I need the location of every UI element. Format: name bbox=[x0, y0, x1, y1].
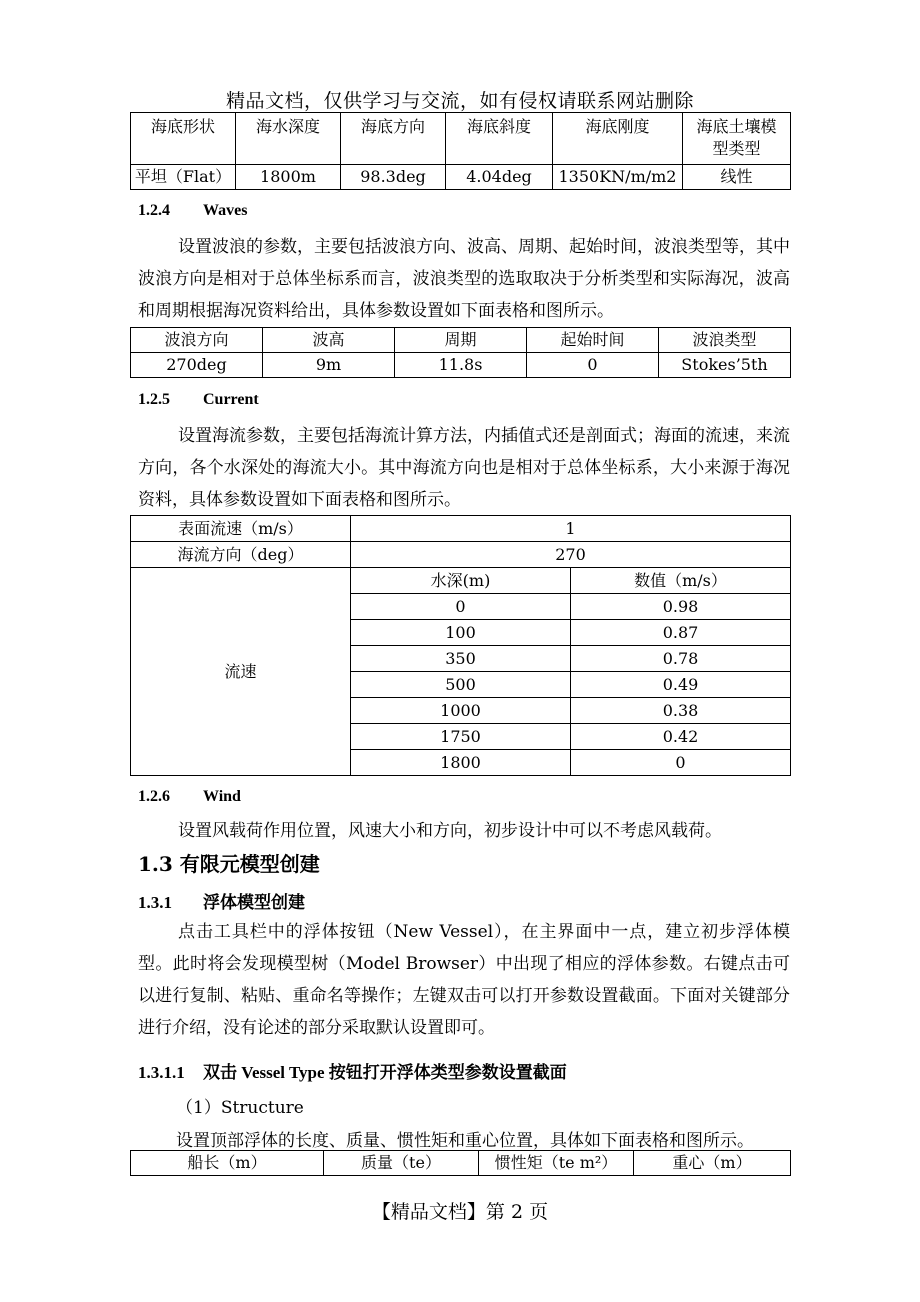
vessel-header-cell: 惯性矩（te m²） bbox=[479, 1151, 634, 1176]
depth-cell: 500 bbox=[351, 672, 571, 698]
wave-header-cell: 波浪类型 bbox=[659, 328, 791, 353]
current-direction-value: 270 bbox=[351, 542, 791, 568]
section-heading-wind bbox=[138, 788, 241, 806]
section-number: 1.2.6 bbox=[138, 788, 170, 805]
wave-table bbox=[130, 327, 791, 378]
vessel-header-cell: 船长（m） bbox=[131, 1151, 324, 1176]
speed-cell: 0.98 bbox=[571, 594, 791, 620]
current-table bbox=[130, 515, 791, 776]
section-title: 浮体模型创建 bbox=[203, 893, 305, 912]
seabed-value-cell: 4.04deg bbox=[446, 165, 553, 190]
structure-paragraph: 设置顶部浮体的长度、质量、惯性矩和重心位置，具体如下面表格和图所示。 bbox=[176, 1131, 754, 1151]
seabed-value-cell: 98.3deg bbox=[341, 165, 446, 190]
wave-value-cell: 270deg bbox=[131, 353, 263, 378]
wave-value-cell: 9m bbox=[263, 353, 395, 378]
seabed-header-cell: 海底方向 bbox=[341, 113, 446, 165]
speed-cell: 0.87 bbox=[571, 620, 791, 646]
current-direction-label: 海流方向（deg） bbox=[131, 542, 351, 568]
section-number: 1.2.5 bbox=[138, 391, 170, 408]
depth-cell: 1000 bbox=[351, 698, 571, 724]
wind-paragraph: 设置风载荷作用位置，风速大小和方向，初步设计中可以不考虑风载荷。 bbox=[178, 821, 722, 841]
wave-value-cell: Stokes’5th bbox=[659, 353, 791, 378]
seabed-value-cell: 1350KN/m/m2 bbox=[553, 165, 683, 190]
surface-speed-value: 1 bbox=[351, 516, 791, 542]
section-title: Wind bbox=[203, 788, 241, 805]
section-title: Current bbox=[203, 391, 259, 408]
section-heading-vessel bbox=[138, 888, 305, 913]
vessel-header-cell: 重心（m） bbox=[634, 1151, 791, 1176]
structure-label: （1）Structure bbox=[176, 1098, 304, 1118]
wave-header-cell: 波浪方向 bbox=[131, 328, 263, 353]
current-paragraph: 设置海流参数，主要包括海流计算方法，内插值式还是剖面式；海面的流速，来流方向，各个水深处的海流大小。其中海流方向也是相对于总体坐标系，大小来源于海况资料，具体参数设置如下面表格和图所示。 bbox=[138, 426, 790, 510]
depth-header: 水深(m) bbox=[351, 568, 571, 594]
vessel-table bbox=[130, 1150, 791, 1176]
speed-cell: 0.38 bbox=[571, 698, 791, 724]
seabed-value-cell: 线性 bbox=[683, 165, 791, 190]
section-number: 1.3.1 bbox=[138, 893, 172, 912]
waves-paragraph: 设置波浪的参数，主要包括波浪方向、波高、周期、起始时间，波浪类型等，其中波浪方向是相对于总体坐标系而言，波浪类型的选取取决于分析类型和实际海况，波高和周期根据海况资料给出，具体参数设置如下面表格和图所示。 bbox=[138, 237, 790, 321]
section-number: 1.3.1.1 bbox=[138, 1063, 185, 1082]
section-heading-fem: 1.3 有限元模型创建 bbox=[138, 852, 320, 876]
surface-speed-label: 表面流速（m/s） bbox=[131, 516, 351, 542]
document-watermark-header: 精品文档，仅供学习与交流，如有侵权请联系网站删除 bbox=[225, 90, 694, 112]
vessel-header-cell: 质量（te） bbox=[324, 1151, 479, 1176]
speed-cell: 0.78 bbox=[571, 646, 791, 672]
wave-value-cell: 0 bbox=[527, 353, 659, 378]
seabed-value-cell: 平坦（Flat） bbox=[131, 165, 236, 190]
section-title: Waves bbox=[203, 202, 248, 219]
vessel-paragraph: 点击工具栏中的浮体按钮（New Vessel），在主界面中一点，建立初步浮体模型。此时将会发现模型树（Model Browser）中出现了相应的浮体参数。右键点击可以进行复制、粘贴、重命名等操作；左键双击可以打开参数设置截面。下面对关键部分进行介绍，没有论述的部分采取默认设置即可。 bbox=[138, 922, 790, 1038]
seabed-header-cell: 海水深度 bbox=[236, 113, 341, 165]
wave-value-cell: 11.8s bbox=[395, 353, 527, 378]
depth-cell: 0 bbox=[351, 594, 571, 620]
section-title: 双击 Vessel Type 按钮打开浮体类型参数设置截面 bbox=[203, 1063, 567, 1082]
speed-cell: 0.49 bbox=[571, 672, 791, 698]
speed-cell: 0 bbox=[571, 750, 791, 776]
seabed-header-cell: 海底土壤模型类型 bbox=[683, 113, 791, 165]
seabed-header-cell: 海底斜度 bbox=[446, 113, 553, 165]
page-footer: 【精品文档】第 2 页 bbox=[371, 1201, 549, 1223]
depth-cell: 1750 bbox=[351, 724, 571, 750]
depth-cell: 1800 bbox=[351, 750, 571, 776]
section-heading-vessel-type bbox=[138, 1058, 567, 1083]
section-heading-waves bbox=[138, 202, 247, 220]
depth-cell: 100 bbox=[351, 620, 571, 646]
wave-header-cell: 周期 bbox=[395, 328, 527, 353]
depth-cell: 350 bbox=[351, 646, 571, 672]
speed-cell: 0.42 bbox=[571, 724, 791, 750]
wave-header-cell: 起始时间 bbox=[527, 328, 659, 353]
seabed-value-cell: 1800m bbox=[236, 165, 341, 190]
seabed-table bbox=[130, 112, 791, 190]
section-heading-current bbox=[138, 391, 259, 409]
value-header: 数值（m/s） bbox=[571, 568, 791, 594]
wave-header-cell: 波高 bbox=[263, 328, 395, 353]
seabed-header-cell: 海底形状 bbox=[131, 113, 236, 165]
current-profile-label: 流速 bbox=[131, 568, 351, 776]
section-number: 1.2.4 bbox=[138, 202, 170, 219]
seabed-header-cell: 海底刚度 bbox=[553, 113, 683, 165]
